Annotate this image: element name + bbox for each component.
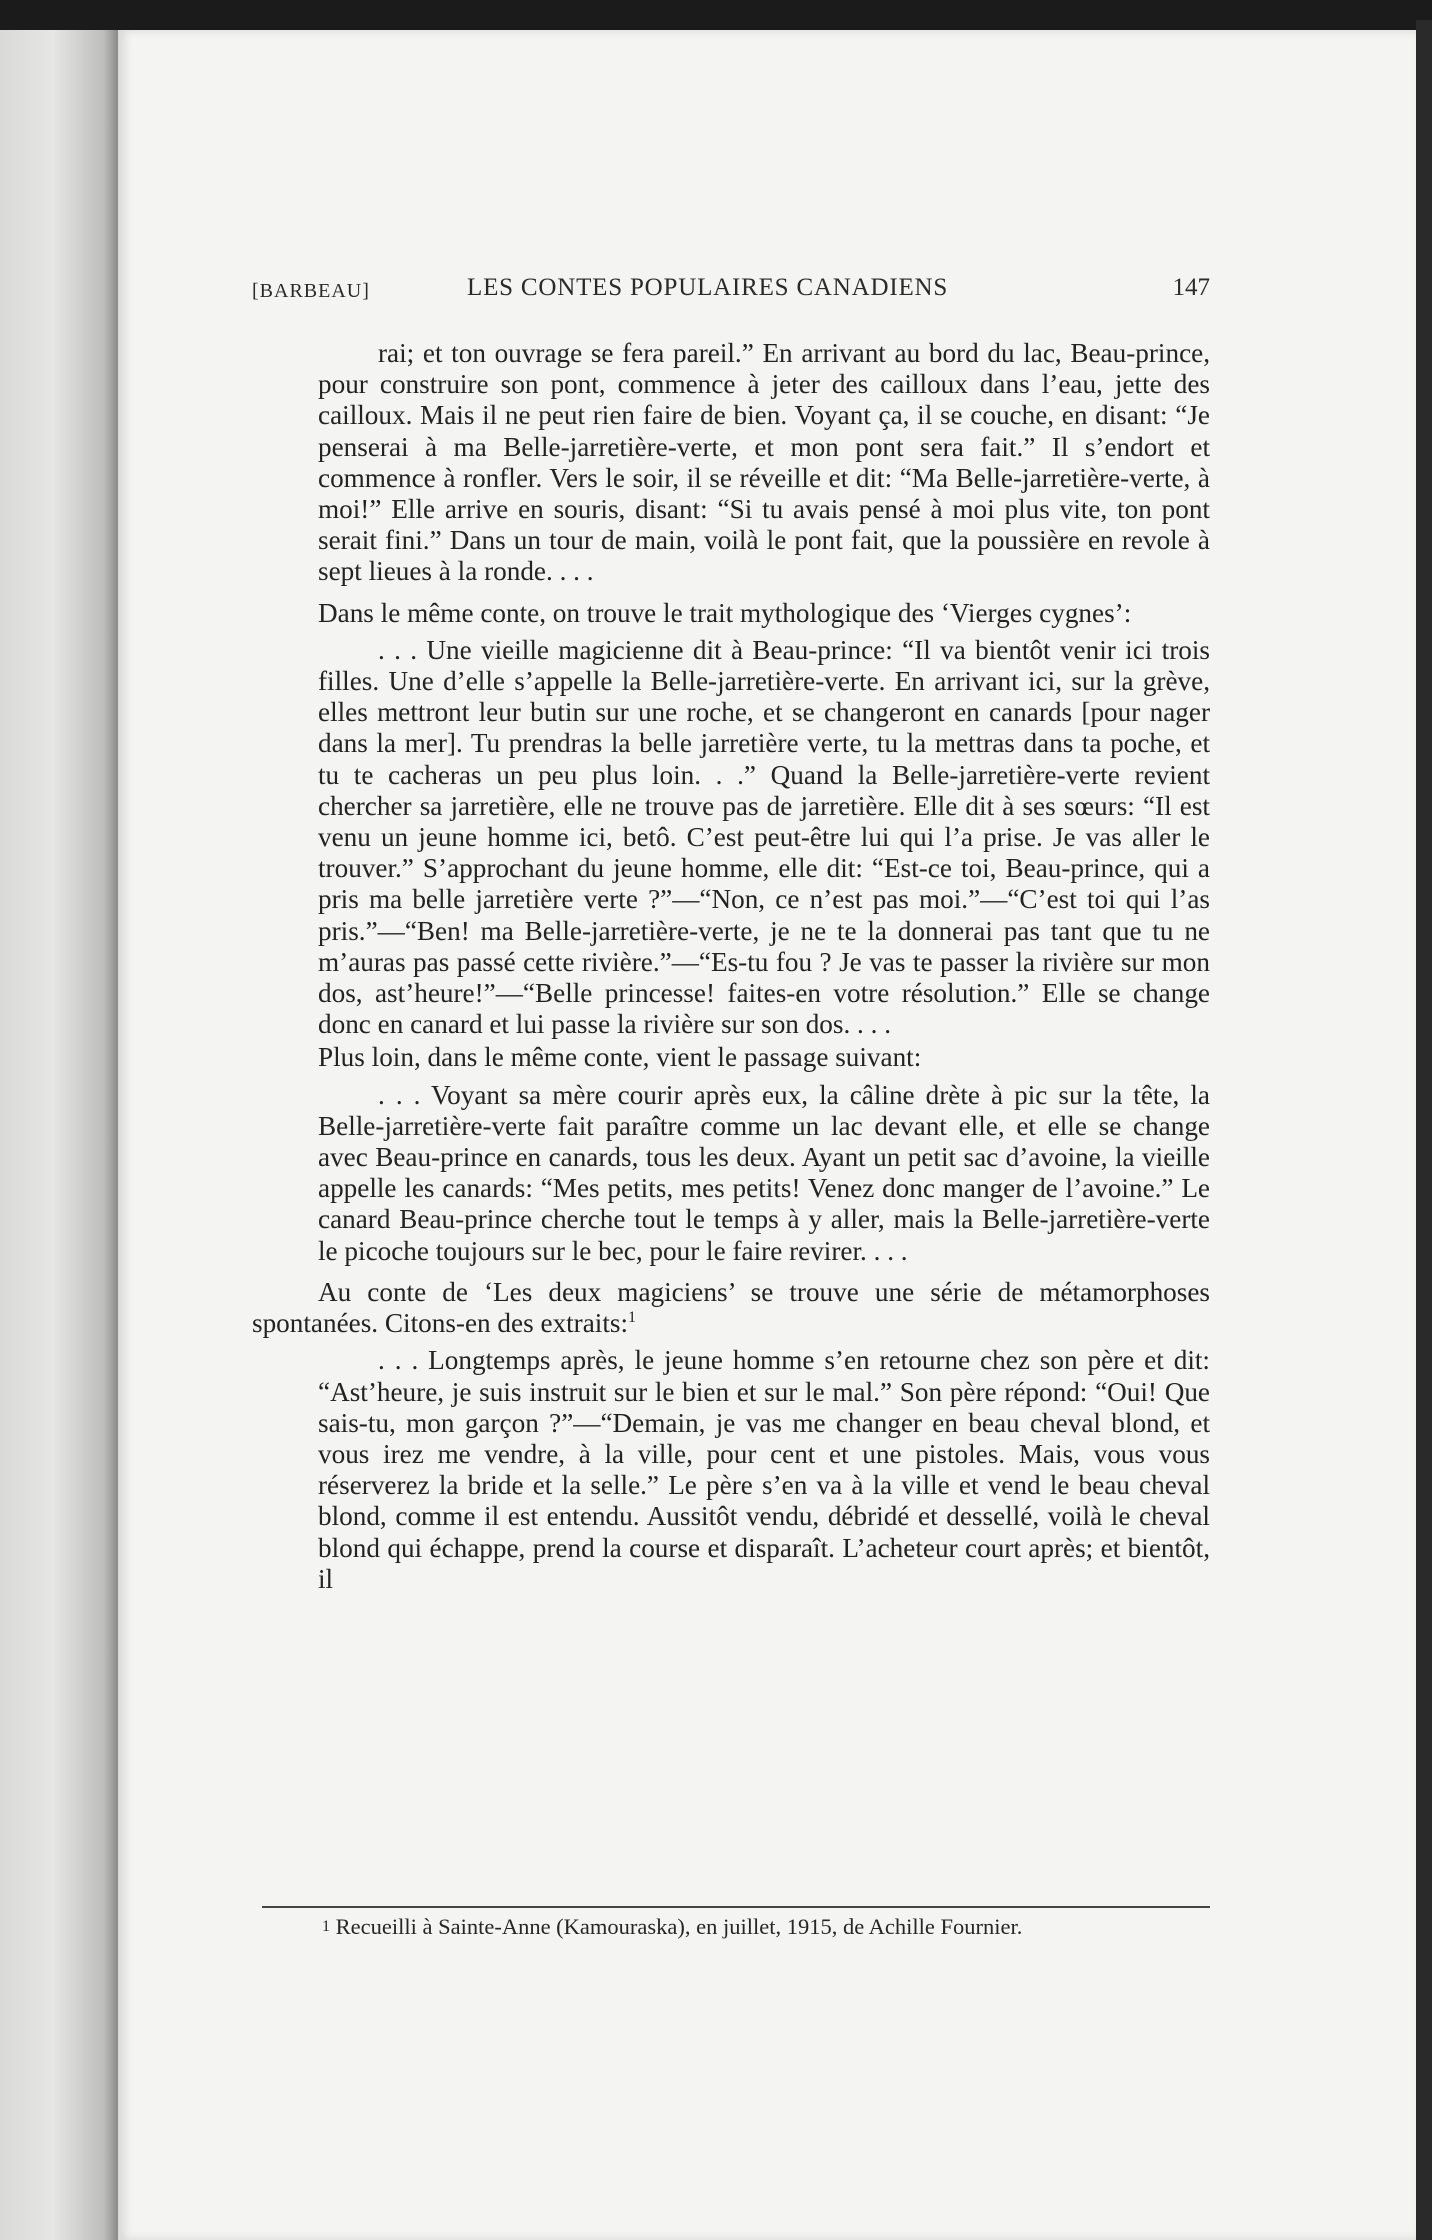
paragraph-6-text: Au conte de ‘Les deux magiciens’ se trouve une série de métamorphoses spontanées. Citons-en des extraits: <box>252 1276 1210 1339</box>
scan-edge <box>1416 20 1432 2240</box>
footnote-mark: 1 <box>322 1918 330 1935</box>
quote-paragraph-1: rai; et ton ouvrage se fera pareil.” En arrivant au bord du lac, Beau-prince, pour construire son pont, commence à jeter des cailloux dans l’eau, jette des cailloux. Mais il ne peut rien faire de bien. Voyant ça, il se couche, en disant: “Je penserai à ma Belle-jarretière-verte, et mon pont sera fait.” Il s’endort et commence à ronfler. Vers le soir, il se réveille et dit: “Ma Belle-jarretière-verte, à moi!” Elle arrive en souris, disant: “Si tu avais pensé à moi plus vite, ton pont serait fini.” Dans un tour de main, voilà le pont fait, que la poussière en revole à sept lieues à la ronde. . . . <box>318 338 1210 587</box>
text-paragraph-4: Plus loin, dans le même conte, vient le passage suivant: <box>318 1042 922 1073</box>
header-running-title: LES CONTES POPULAIRES CANADIENS <box>467 274 949 301</box>
footnote-text: Recueilli à Sainte-Anne (Kamouraska), en juillet, 1915, de Achille Fournier. <box>335 1914 1023 1939</box>
quote-paragraph-3: . . . Une vieille magicienne dit à Beau-prince: “Il va bientôt venir ici trois filles. Une d’elle s’appelle la Belle-jarretière-verte. En arrivant ici, sur la grève, elles mettront leur butin sur une roche, et se changeront en canards [pour nager dans la mer]. Tu prendras la belle jarretière verte, tu la mettras dans ta poche, et tu te cacheras un peu plus loin. . .” Quand la Belle-jarretière-verte revient chercher sa jarretière, elle ne trouve pas de jarretière. Elle dit à ses sœurs: “Il est venu un jeune homme ici, betô. C’est peut-être lui qui l’a prise. Je vas aller le trouver.” S’approchant du jeune homme, elle dit: “Est-ce toi, Beau-prince, qui a pris ma belle jarretière verte ?”—“Non, ce n’est pas moi.”—“C’est toi qui l’as pris.”—“Ben! ma Belle-jarretière-verte, je ne te la donnerai pas tant que tu ne m’auras pas passé cette rivière.”—“Es-tu fou ? Je vas te passer la rivière sur mon dos, ast’heure!”—“Belle princesse! faites-en votre résolution.” Elle se change donc en canard et lui passe la rivière sur son dos. . . . <box>318 634 1210 1040</box>
footnote <box>322 1912 1222 1942</box>
header-author: [BARBEAU] <box>252 280 370 302</box>
text-paragraph-2: Dans le même conte, on trouve le trait mythologique des ‘Vierges cygnes’: <box>318 597 1132 628</box>
quote-paragraph-5: . . . Voyant sa mère courir après eux, la câline drète à pic sur la tête, la Belle-jarretière-verte fait paraître comme un lac devant elle, et elle se change avec Beau-prince en canards, tous les deux. Ayant un petit sac d’avoine, la vieille appelle les canards: “Mes petits, mes petits! Venez donc manger de l’avoine.” Le canard Beau-prince cherche tout le temps à y aller, mais la Belle-jarretière-verte le picoche toujours sur le bec, pour le faire revirer. . . . <box>318 1079 1210 1266</box>
quote-paragraph-7: . . . Longtemps après, le jeune homme s’en retourne chez son père et dit: “Ast’heure, je suis instruit sur le bien et sur le mal.” Son père répond: “Oui! Que sais-tu, mon garçon ?”—“Demain, je vas me changer en beau cheval blond, et vous irez me vendre, à la ville, pour cent et une pistoles. Mais, vous vous réserverez la bride et la selle.” Le père s’en va à la ville et vend le beau cheval blond, comme il est entendu. Aussitôt vendu, débridé et dessellé, voilà le cheval blond qui échappe, prend la course et disparaît. L’acheteur court après; et bientôt, il <box>318 1345 1210 1594</box>
footnote-rule <box>262 1906 1210 1908</box>
footnote-reference: 1 <box>628 1309 637 1327</box>
page-body <box>252 338 1210 1595</box>
page-number: 147 <box>1172 274 1210 301</box>
running-header <box>252 274 1210 314</box>
text-paragraph-6 <box>252 1277 1210 1339</box>
book-spine-shadow <box>0 30 118 2240</box>
